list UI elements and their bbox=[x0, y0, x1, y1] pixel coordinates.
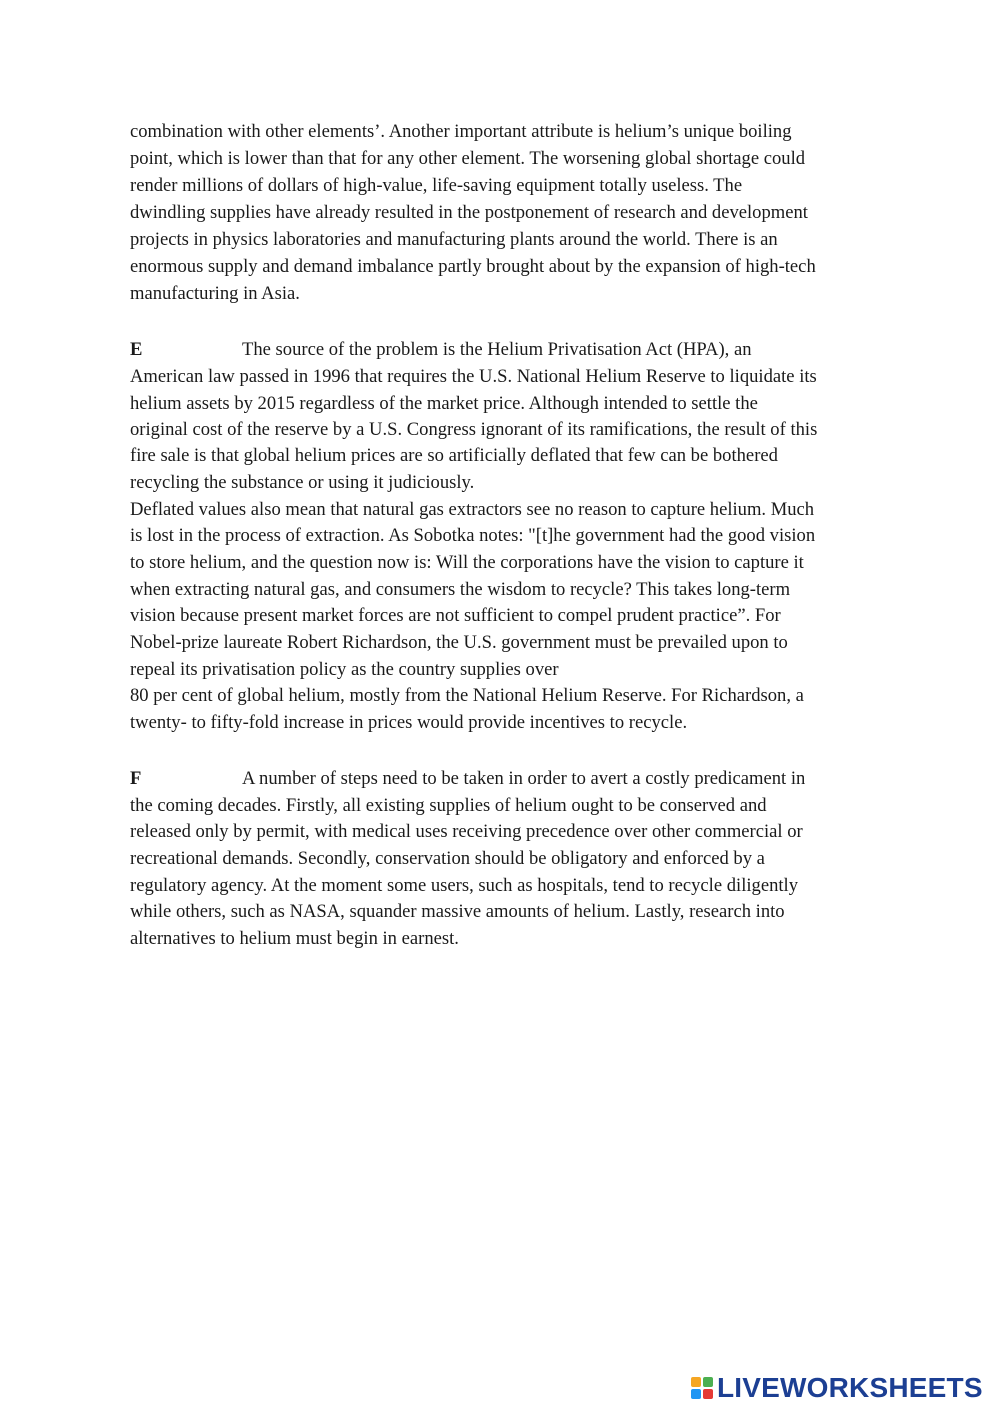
text-line: Nobel-prize laureate Robert Richardson, the U.S. government must be prevailed upon to bbox=[130, 632, 788, 653]
text-line: combination with other elements’. Another important attribute is helium’s unique boiling bbox=[130, 121, 792, 142]
text-line: the coming decades. Firstly, all existing supplies of helium ought to be conserved and bbox=[130, 795, 767, 816]
liveworksheets-brand[interactable] bbox=[690, 1373, 983, 1403]
text-line: The source of the problem is the Helium Privatisation Act (HPA), an bbox=[242, 339, 752, 360]
text-line: render millions of dollars of high-value, life-saving equipment totally useless. The bbox=[130, 175, 743, 196]
text-line: dwindling supplies have already resulted in the postponement of research and development bbox=[130, 202, 808, 223]
text-line: recycling the substance or using it judiciously. bbox=[130, 472, 475, 493]
text-line: projects in physics laboratories and manufacturing plants around the world. There is an bbox=[130, 229, 778, 250]
text-line: when extracting natural gas, and consumers the wisdom to recycle? This takes long-term bbox=[130, 579, 791, 600]
text-line: point, which is lower than that for any other element. The worsening global shortage could bbox=[130, 148, 806, 169]
text-line: while others, such as NASA, squander massive amounts of helium. Lastly, research into bbox=[130, 901, 785, 922]
text-line: Deflated values also mean that natural gas extractors see no reason to capture helium. Much bbox=[130, 499, 815, 520]
text-line: A number of steps need to be taken in order to avert a costly predicament in bbox=[242, 768, 806, 789]
text-line: repeal its privatisation policy as the country supplies over bbox=[130, 659, 559, 680]
text-line: 80 per cent of global helium, mostly from the National Helium Reserve. For Richardson, a bbox=[130, 685, 804, 706]
text-line: fire sale is that global helium prices are so artificially deflated that few can be bothered bbox=[130, 445, 778, 466]
text-line: to store helium, and the question now is: Will the corporations have the vision to capture it bbox=[130, 552, 804, 573]
text-line: vision because present market forces are not sufficient to compel prudent practice”. For bbox=[130, 605, 781, 626]
text-line: is lost in the process of extraction. As Sobotka notes: "[t]he government had the good vision bbox=[130, 525, 816, 546]
text-line: twenty- to fifty-fold increase in prices would provide incentives to recycle. bbox=[130, 712, 688, 733]
paragraph-label-f: F bbox=[130, 768, 142, 789]
liveworksheets-logo-icon bbox=[690, 1376, 714, 1400]
text-line: alternatives to helium must begin in earnest. bbox=[130, 928, 459, 949]
text-line: original cost of the reserve by a U.S. Congress ignorant of its ramifications, the result of this bbox=[130, 419, 818, 440]
text-line: recreational demands. Secondly, conservation should be obligatory and enforced by a bbox=[130, 848, 765, 869]
brand-text: LIVEWORKSHEETS bbox=[717, 1372, 983, 1403]
text-line: regulatory agency. At the moment some users, such as hospitals, tend to recycle diligently bbox=[130, 875, 799, 896]
text-line: enormous supply and demand imbalance partly brought about by the expansion of high-tech bbox=[130, 256, 816, 277]
text-line: American law passed in 1996 that requires the U.S. National Helium Reserve to liquidate its bbox=[130, 366, 817, 387]
paragraph-label-e: E bbox=[130, 339, 143, 360]
text-line: helium assets by 2015 regardless of the market price. Although intended to settle the bbox=[130, 393, 758, 414]
text-line: released only by permit, with medical uses receiving precedence over other commercial or bbox=[130, 821, 803, 842]
text-line: manufacturing in Asia. bbox=[130, 283, 300, 304]
